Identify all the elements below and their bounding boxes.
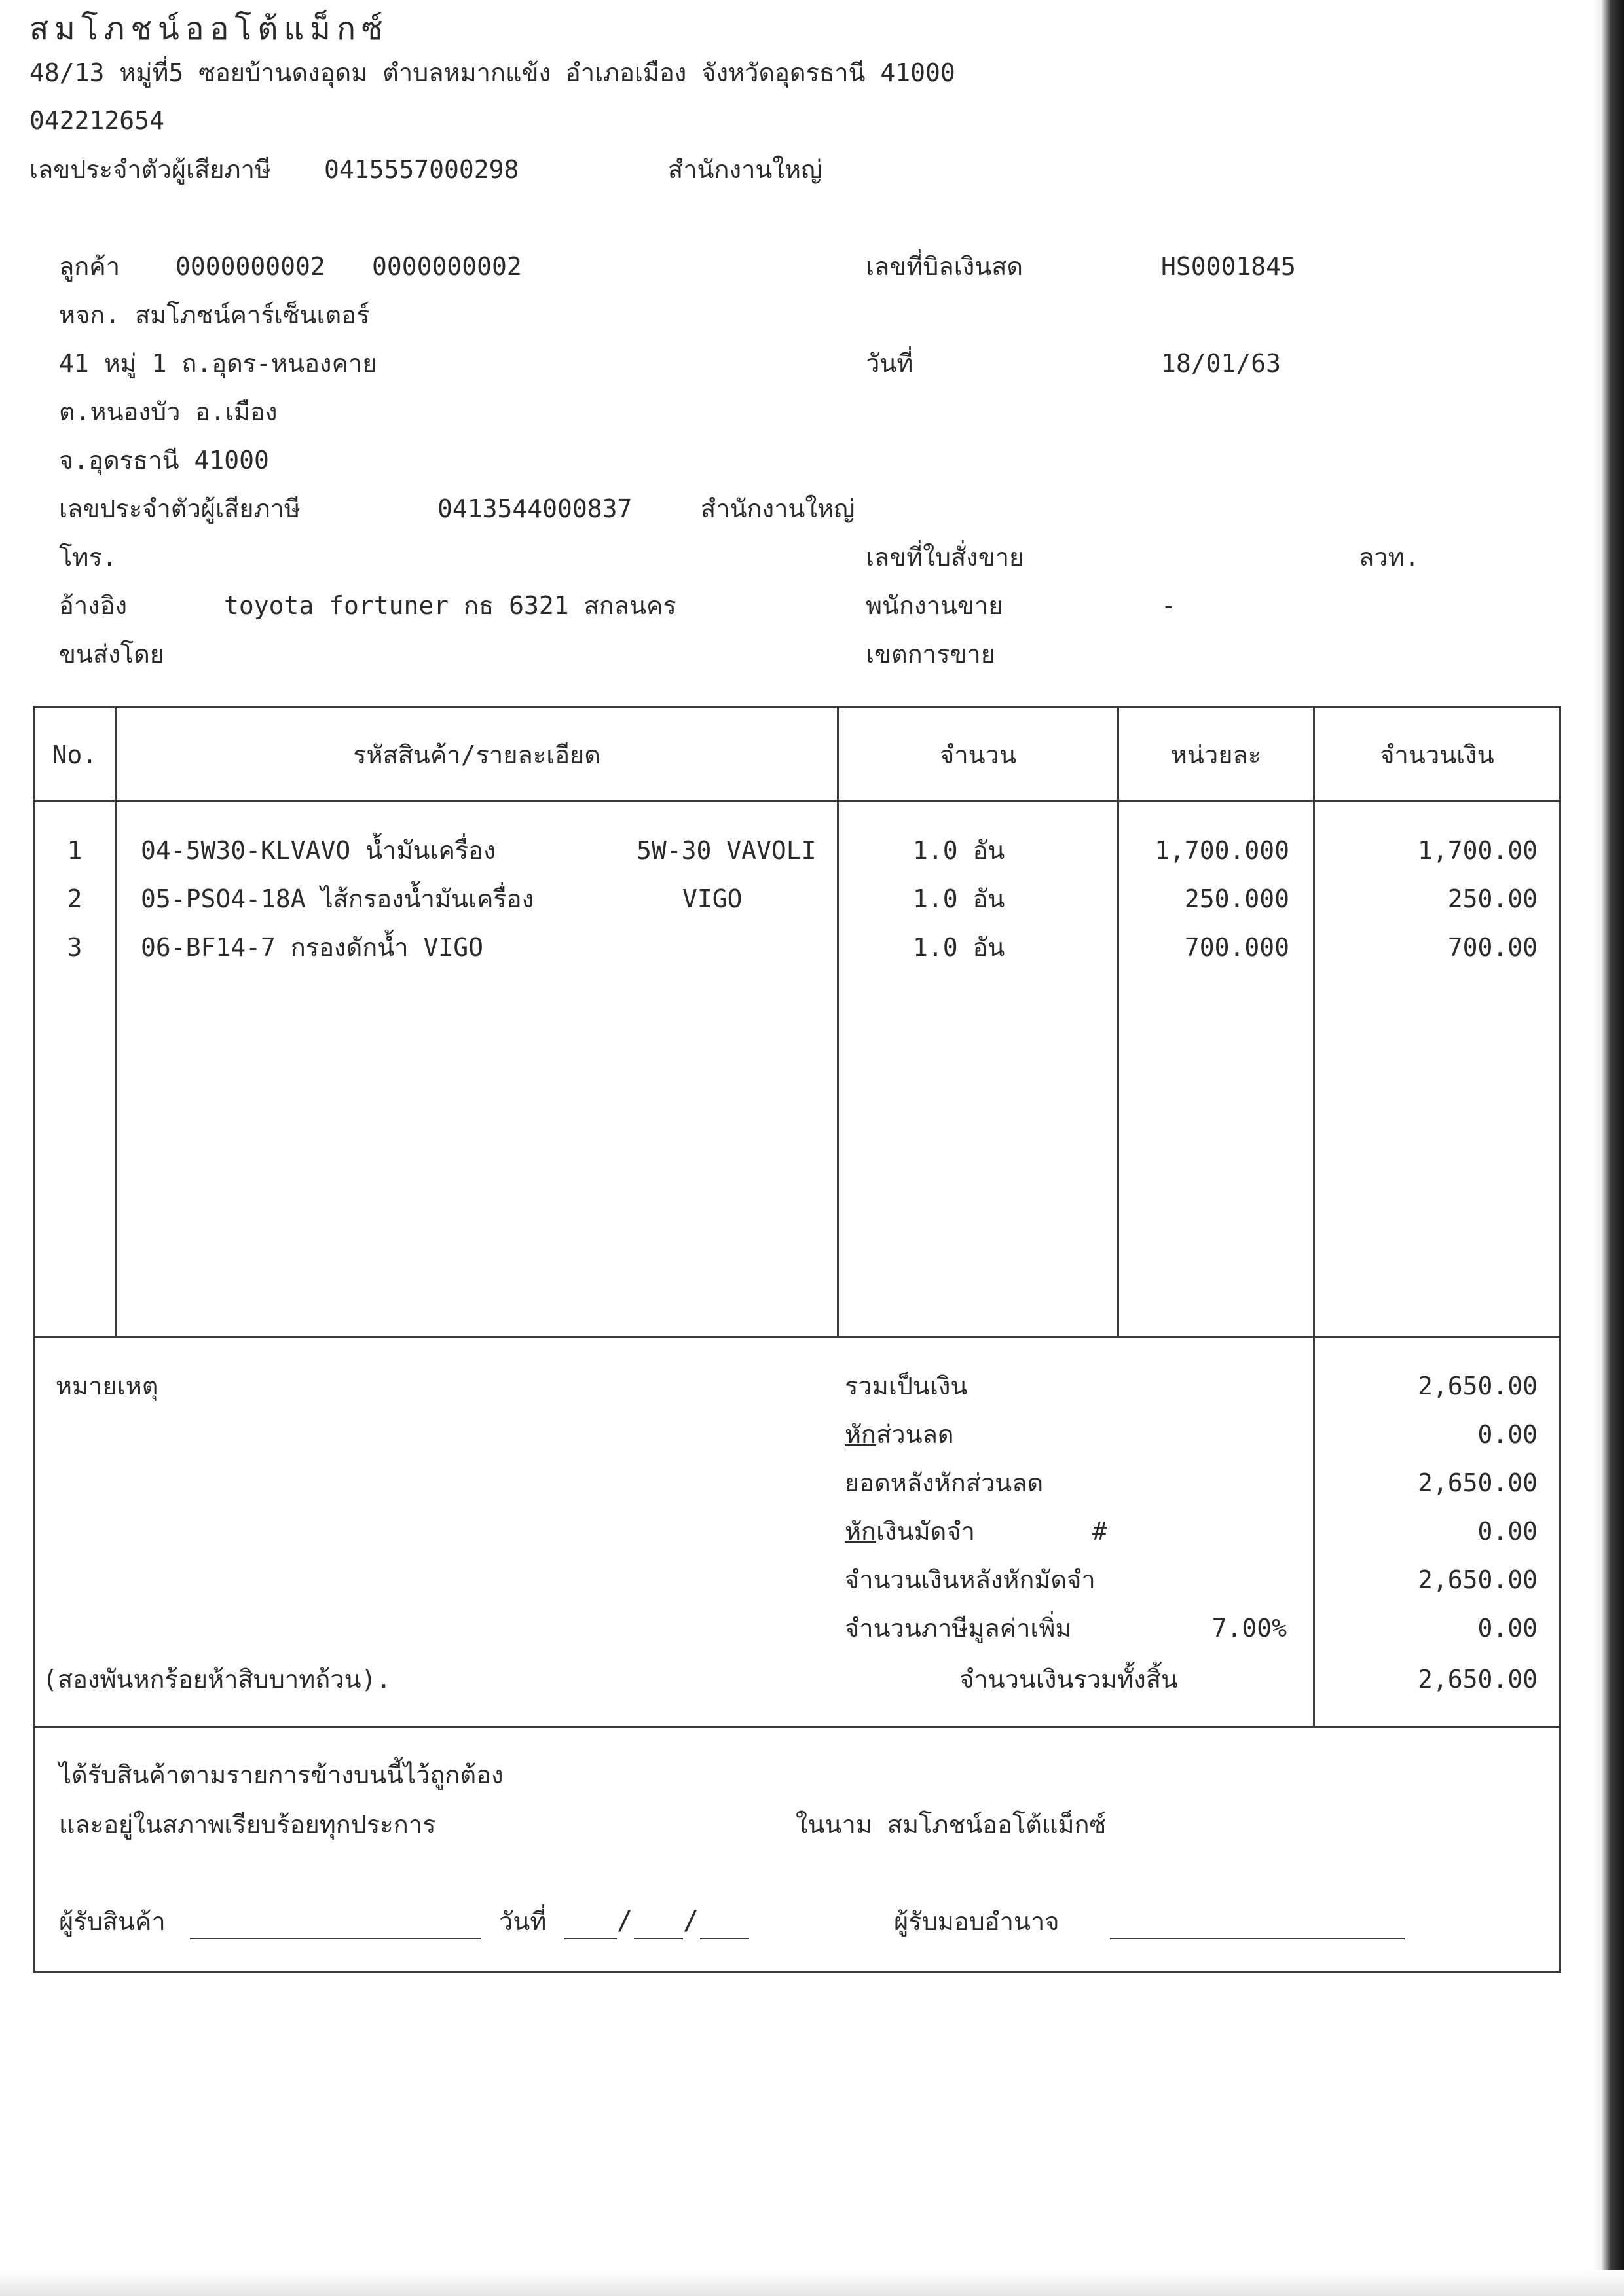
on-behalf-of: ในนาม สมโภชน์ออโต้แม็กซ์ [796, 1810, 1107, 1839]
shipping-label: ขนส่งโดย [59, 640, 165, 668]
row-quantity: 1.0 อัน [913, 836, 1005, 865]
after-discount-label: ยอดหลังหักส่วนลด [845, 1468, 1044, 1497]
customer-tax-id: 0413544000837 [437, 494, 633, 523]
customer-tax-label: เลขประจำตัวผู้เสียภาษี [59, 494, 301, 523]
header-unit-price: หน่วยละ [1170, 740, 1262, 769]
customer-code-1: 0000000002 [175, 252, 325, 281]
row-unit-price: 700.000 [1184, 933, 1289, 962]
authorized-label: ผู้รับมอบอำนาจ [894, 1907, 1060, 1936]
customer-address-1: 41 หมู่ 1 ถ.อุดร-หนองคาย [59, 349, 377, 378]
row-amount: 700.00 [1447, 933, 1538, 962]
customer-label: ลูกค้า [59, 252, 120, 281]
deposit-value: 0.00 [1477, 1517, 1538, 1546]
reference-label: อ้างอิง [59, 591, 128, 620]
row-item-code: 04-5W30-KLVAVO น้ำมันเครื่อง [141, 836, 496, 865]
row-quantity: 1.0 อัน [913, 884, 1005, 913]
customer-phone-label: โทร. [59, 543, 117, 572]
customer-branch: สำนักงานใหญ่ [701, 494, 855, 523]
row-no: 2 [67, 884, 83, 913]
header-no: No. [52, 740, 98, 769]
sales-area-label: เขตการขาย [866, 640, 995, 668]
deposit-hash: # [1092, 1517, 1107, 1546]
receive-date-label: วันที่ [499, 1907, 547, 1936]
row-item-extra: VIGO [682, 884, 743, 913]
row-quantity: 1.0 อัน [913, 933, 1005, 962]
reference-value: toyota fortuner กธ 6321 สกลนคร [224, 591, 676, 620]
grand-total-label: จำนวนเงินรวมทั้งสิ้น [959, 1665, 1178, 1694]
amount-in-words: (สองพันหกร้อยห้าสิบบาทถ้วน). [43, 1665, 392, 1694]
company-address: 48/13 หมู่ที่5 ซอยบ้านดงอุดม ตำบลหมากแข้ง อำเภอเมือง จังหวัดอุดรธานี 41000 [29, 58, 955, 87]
grand-total-value: 2,650.00 [1417, 1665, 1538, 1694]
deposit-label: หักเงินมัดจำ [845, 1517, 975, 1546]
salesperson-label: พนักงานขาย [866, 591, 1003, 620]
salesperson-value: - [1161, 591, 1176, 620]
receiver-signature-line [190, 1938, 481, 1939]
company-branch: สำนักงานใหญ่ [668, 155, 822, 184]
row-item-code: 06-BF14-7 กรองดักน้ำ VIGO [141, 933, 483, 962]
company-phone: 042212654 [29, 106, 164, 135]
bill-date-value: 18/01/63 [1161, 349, 1282, 378]
bill-date-label: วันที่ [866, 349, 913, 378]
sales-order-value: ลวท. [1359, 543, 1420, 572]
header-description: รหัสสินค้า/รายละเอียด [353, 740, 600, 769]
received-statement-1: ได้รับสินค้าตามรายการข้างบนนี้ไว้ถูกต้อง [59, 1760, 504, 1789]
subtotal-value: 2,650.00 [1417, 1372, 1538, 1400]
company-tax-label: เลขประจำตัวผู้เสียภาษี [29, 155, 271, 184]
header-amount: จำนวนเงิน [1380, 740, 1494, 769]
after-deposit-label: จำนวนเงินหลังหักมัดจำ [845, 1565, 1096, 1594]
bill-no-label: เลขที่บิลเงินสด [866, 252, 1024, 281]
row-item-code: 05-PSO4-18A ไส้กรองน้ำมันเครื่อง [141, 884, 534, 913]
scan-bottom-shadow [0, 2270, 1624, 2296]
sales-order-label: เลขที่ใบสั่งขาย [866, 543, 1024, 572]
subtotal-label: รวมเป็นเงิน [845, 1372, 968, 1400]
remark-label: หมายเหตุ [56, 1372, 158, 1400]
company-name: สมโภชน์ออโต้แม็กซ์ [29, 10, 389, 47]
vat-label: จำนวนภาษีมูลค่าเพิ่ม [845, 1614, 1072, 1643]
authorized-signature-line [1110, 1938, 1405, 1939]
customer-address-2: ต.หนองบัว อ.เมือง [59, 397, 278, 426]
row-amount: 1,700.00 [1417, 836, 1538, 865]
customer-address-3: จ.อุดรธานี 41000 [59, 446, 269, 475]
vat-rate: 7.00% [1211, 1614, 1287, 1643]
row-amount: 250.00 [1447, 884, 1538, 913]
row-no: 1 [67, 836, 83, 865]
scan-edge-shadow [1591, 0, 1624, 2296]
received-statement-2: และอยู่ในสภาพเรียบร้อยทุกประการ [59, 1810, 436, 1839]
header-quantity: จำนวน [940, 740, 1016, 769]
vat-value: 0.00 [1477, 1614, 1538, 1643]
after-deposit-value: 2,650.00 [1417, 1565, 1538, 1594]
row-no: 3 [67, 933, 83, 962]
bill-no-value: HS0001845 [1161, 252, 1296, 281]
row-item-extra: 5W-30 VAVOLI [637, 836, 817, 865]
discount-value: 0.00 [1477, 1420, 1538, 1449]
after-discount-value: 2,650.00 [1417, 1468, 1538, 1497]
customer-code-2: 0000000002 [372, 252, 522, 281]
customer-name: หจก. สมโภชน์คาร์เซ็นเตอร์ [59, 301, 370, 329]
receiver-label: ผู้รับสินค้า [59, 1907, 166, 1936]
discount-label: หักส่วนลด [845, 1420, 954, 1449]
company-tax-id: 0415557000298 [324, 155, 519, 184]
row-unit-price: 250.000 [1184, 884, 1289, 913]
row-unit-price: 1,700.000 [1154, 836, 1289, 865]
